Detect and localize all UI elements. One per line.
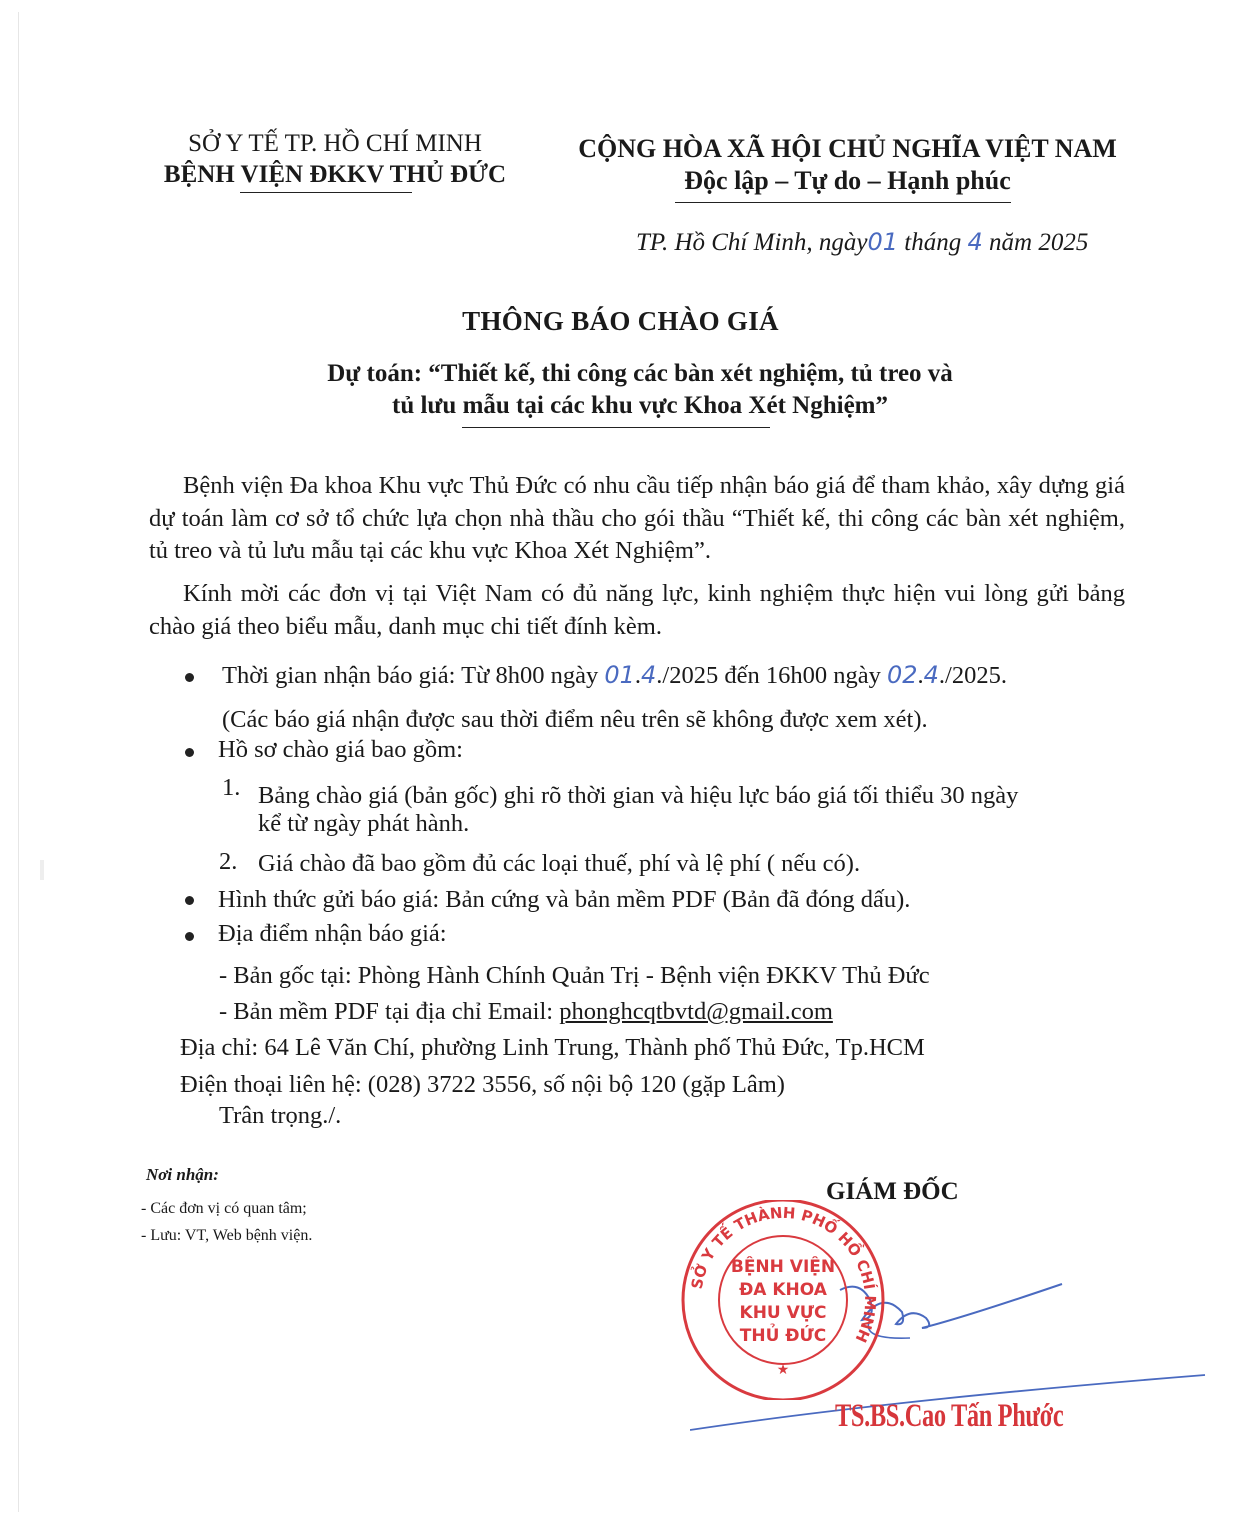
- issuer-hospital: BỆNH VIỆN ĐKKV THỦ ĐỨC: [163, 161, 507, 188]
- recipient-item: - Lưu: VT, Web bệnh viện.: [141, 1227, 313, 1244]
- subtitle-line-1: Dự toán: “Thiết kế, thi công các bàn xét nghiệm, tủ treo và: [327, 360, 953, 387]
- dossier-item-2: Giá chào đã bao gồm đủ các loại thuế, phí và lệ phí ( nếu có).: [258, 850, 861, 877]
- separator: .: [634, 662, 641, 689]
- recipient-item: - Các đơn vị có quan tâm;: [141, 1200, 307, 1217]
- bullet-time-note: (Các báo giá nhận được sau thời điểm nêu trên sẽ không được xem xét).: [222, 706, 928, 733]
- date-year: năm 2025: [982, 229, 1089, 256]
- document-date: [636, 228, 1088, 257]
- address: Địa chỉ: 64 Lê Văn Chí, phường Linh Trung, Thành phố Thủ Đức, Tp.HCM: [180, 1034, 925, 1061]
- time-text: ./2025 đến 16h00 ngày: [656, 662, 887, 689]
- end-month-handwritten: 4: [923, 661, 939, 689]
- issuer-department: SỞ Y TẾ TP. HỒ CHÍ MINH: [188, 130, 482, 157]
- stamp-ring-text: SỞ Y TẾ THÀNH PHỐ HỒ CHÍ MINH: [687, 1203, 880, 1346]
- phone: Điện thoại liên hệ: (028) 3722 3556, số nội bộ 120 (gặp Lâm): [180, 1071, 785, 1098]
- national-header: [555, 133, 1140, 197]
- national-title: CỘNG HÒA XÃ HỘI CHỦ NGHĨA VIỆT NAM: [578, 134, 1117, 163]
- invitation-paragraph: Kính mời các đơn vị tại Việt Nam có đủ năng lực, kinh nghiệm thực hiện vui lòng gửi bảng chào giá theo biểu mẫu, danh mục chi tiết đính kèm.: [149, 580, 1125, 640]
- bullet-dossier: Hồ sơ chào giá bao gồm:: [218, 736, 463, 763]
- date-day-handwritten: 01: [867, 228, 899, 256]
- stamp-line: ĐA KHOA: [739, 1280, 827, 1300]
- date-prefix: TP. Hồ Chí Minh, ngày: [636, 229, 868, 256]
- dossier-item-2-number: 2.: [219, 848, 238, 875]
- document-subtitle: [290, 358, 990, 422]
- date-month-handwritten: 4: [967, 228, 983, 256]
- subtitle-line-2: tủ lưu mẫu tại các khu vực Khoa Xét Nghiệm”: [392, 392, 888, 419]
- official-stamp: [678, 1200, 888, 1400]
- director-title: GIÁM ĐỐC: [826, 1178, 959, 1205]
- time-text: ./2025.: [938, 662, 1007, 689]
- bullet-location: Địa điểm nhận báo giá:: [218, 920, 447, 947]
- separator: .: [917, 662, 924, 689]
- scan-mark: [40, 860, 44, 880]
- location-email-line: [219, 996, 833, 1028]
- dossier-item-1-line-1: Bảng chào giá (bản gốc) ghi rõ thời gian và hiệu lực báo giá tối thiểu 30 ngày: [258, 782, 1019, 809]
- date-month-word: tháng: [898, 229, 968, 256]
- bullet-dot: [185, 932, 194, 941]
- issuer-underline: [240, 192, 412, 193]
- bullet-time: [222, 659, 1007, 692]
- dossier-item-1-number: 1.: [222, 774, 241, 801]
- end-day-handwritten: 02: [886, 661, 918, 689]
- closing: Trân trọng./.: [219, 1102, 342, 1129]
- stamp-line: BỆNH VIỆN: [730, 1257, 836, 1277]
- bullet-submission-form: Hình thức gửi báo giá: Bản cứng và bản mềm PDF (Bản đã đóng dấu).: [218, 886, 911, 913]
- start-day-handwritten: 01: [604, 661, 635, 689]
- time-text: Thời gian nhận báo giá: Từ 8h00 ngày: [222, 662, 605, 689]
- national-motto: Độc lập – Tự do – Hạnh phúc: [684, 166, 1011, 195]
- subtitle-underline: [462, 427, 770, 428]
- issuer-header: [140, 128, 530, 190]
- signer-name: TS.BS.Cao Tấn Phước: [835, 1398, 1064, 1434]
- bullet-dot: [185, 673, 194, 682]
- stamp-line: THỦ ĐỨC: [739, 1326, 827, 1346]
- intro-paragraph: Bệnh viện Đa khoa Khu vực Thủ Đức có nhu cầu tiếp nhận báo giá để tham khảo, xây dựng giá dự toán làm cơ sở tổ chức lựa chọn nhà thầu cho gói thầu “Thiết kế, thi công các bàn xét nghiệm, tủ treo và tủ lưu mẫu tại các khu vực Khoa Xét Nghiệm”.: [149, 472, 1125, 564]
- bullet-dot: [185, 896, 194, 905]
- dossier-item-1-line-2: kể từ ngày phát hành.: [258, 810, 470, 837]
- email-link[interactable]: phonghcqtbvtd@gmail.com: [559, 998, 833, 1025]
- start-month-handwritten: 4: [641, 661, 657, 689]
- star-icon: ★: [776, 1363, 790, 1378]
- stamp-line: KHU VỰC: [739, 1303, 827, 1323]
- email-label: - Bản mềm PDF tại địa chỉ Email:: [219, 998, 560, 1025]
- bullet-dot: [185, 748, 194, 757]
- page-edge: [18, 12, 19, 1512]
- motto-underline: [675, 202, 1011, 203]
- document-title: THÔNG BÁO CHÀO GIÁ: [462, 306, 779, 336]
- recipients-heading: Nơi nhận:: [146, 1165, 219, 1184]
- location-original: - Bản gốc tại: Phòng Hành Chính Quản Trị - Bệnh viện ĐKKV Thủ Đức: [219, 962, 930, 989]
